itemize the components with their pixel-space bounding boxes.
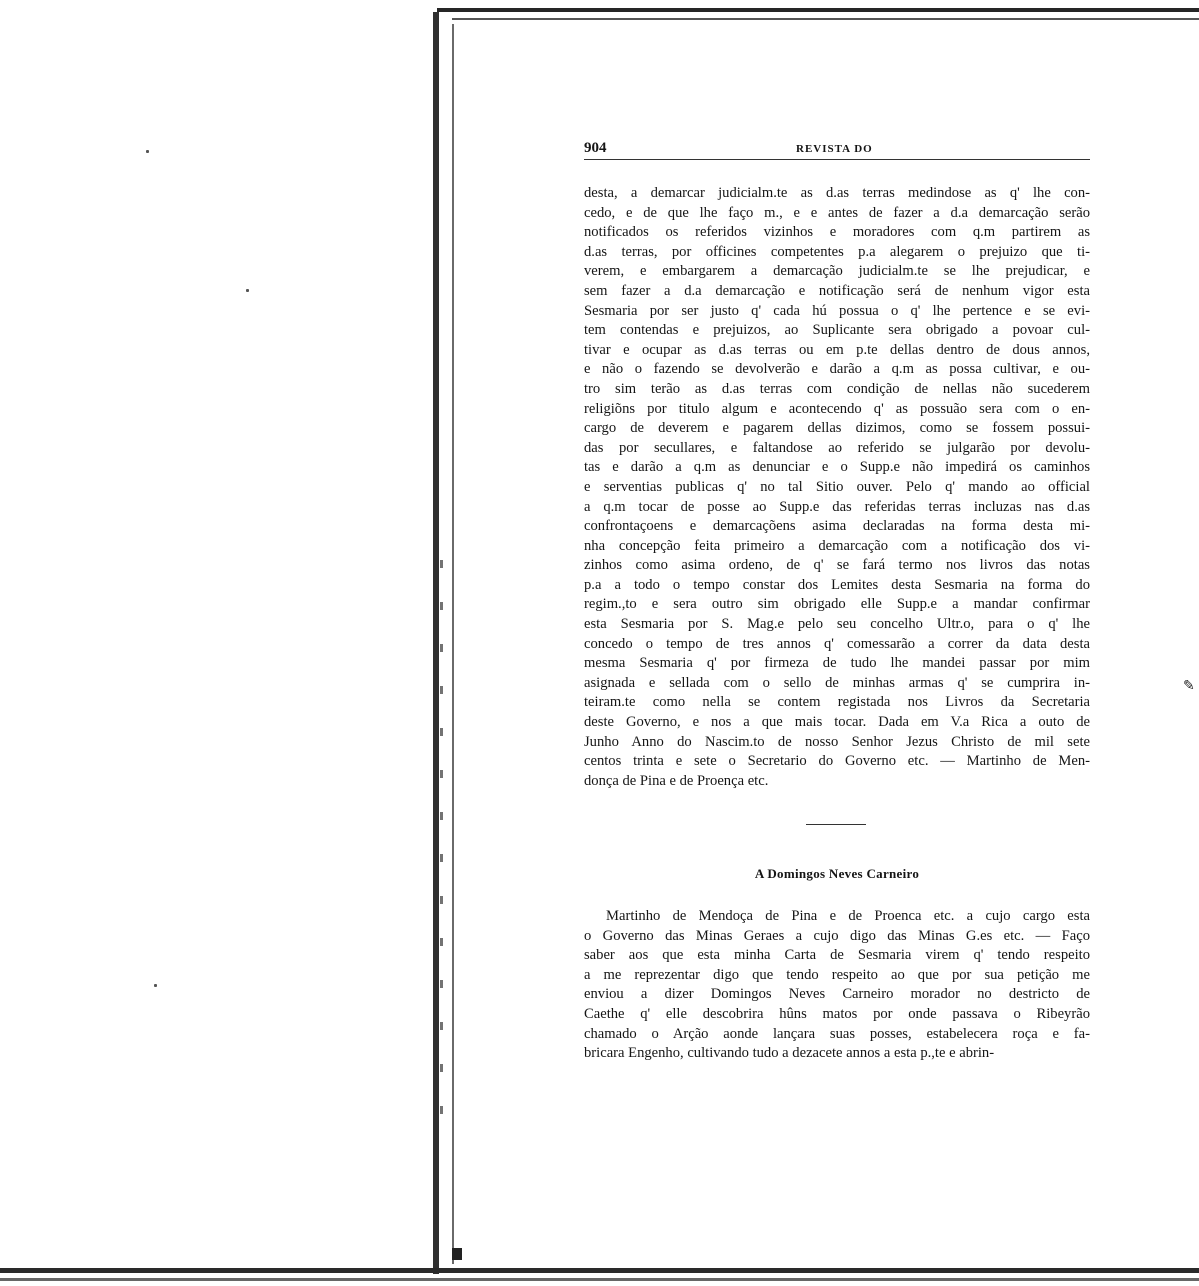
text-line: desta, a demarcar judicialm.te as d.as terras medindose as q' lhe con- xyxy=(584,185,1090,201)
scan-speck xyxy=(154,984,157,987)
book-gutter-edge xyxy=(433,12,439,1274)
text-line: Caethe q' elle descobrira hûns matos por onde passava o Ribeyrão xyxy=(584,1005,1090,1022)
text-line: a q.m tocar de posse ao Supp.e das referidas terras incluzas nas d.as xyxy=(584,498,1090,515)
text-line: centos trinta e sete o Secretario do Governo etc. — Martinho de Men- xyxy=(584,753,1090,770)
page-edge-bottom xyxy=(0,1268,1199,1273)
gutter-marks xyxy=(440,560,443,1120)
text-line: e não o fazendo se devolverão e darão a q.m as possa cultivar, e ou- xyxy=(584,361,1090,378)
text-line: tro sim terão as d.as terras com condição de nellas não sucederem xyxy=(584,380,1090,397)
text-line: bricara Engenho, cultivando tudo a dezacete annos a esta p.,te e abrin- xyxy=(584,1045,995,1062)
text-line: cargo de deverem e pagarem dellas dizimos, como se fossem possui- xyxy=(584,420,1090,437)
text-line: Martinho de Mendoça de Pina e de Proenca etc. a cujo cargo esta xyxy=(606,908,1090,924)
sesmaria-domingos-text xyxy=(584,907,1090,1064)
running-head: REVISTA DO xyxy=(796,143,873,155)
text-line: cedo, e de que lhe faço m., e e antes de fazer a d.a demarcação serão xyxy=(584,204,1090,221)
page-number: 904 xyxy=(584,140,607,156)
text-line: a me reprezentar digo que tendo respeito ao que por sua petição me xyxy=(584,966,1090,983)
gutter-blot xyxy=(452,1248,462,1260)
text-line: Junho Anno do Nascim.to de nosso Senhor Jezus Christo de mil sete xyxy=(584,733,1090,750)
text-line: concedo o tempo de tres annos q' comessarão a correr da data desta xyxy=(584,635,1090,652)
text-line: nha concepção feita primeiro a demarcação com a notificação dos vi- xyxy=(584,537,1090,554)
page-edge-bottom-inner xyxy=(0,1278,1199,1281)
header-rule xyxy=(584,159,1090,160)
text-line: das por secullares, e faltandose ao referido se julgarão por devolu- xyxy=(584,439,1090,456)
text-line: sem fazer a d.a demarcação e notificação será de nenhum vigor esta xyxy=(584,282,1090,299)
text-line: tivar e ocupar as d.as terras ou em p.te dellas dentro de dous annos, xyxy=(584,341,1090,358)
text-line: notificados os referidos vizinhos e moradores com q.m partirem as xyxy=(584,224,1090,241)
book-gutter-inner xyxy=(452,24,454,1264)
text-line: religiõns por titulo algum e acontecendo q' as possuão sera com o en- xyxy=(584,400,1090,417)
text-line: p.a a todo o tempo constar dos Lemites desta Sesmaria na forma do xyxy=(584,576,1090,593)
text-line: e serventias publicas q' no tal Sitio ouver. Pelo q' mando ao official xyxy=(584,478,1090,495)
text-line: tem contendas e prejuizos, ao Suplicante sera obrigado a povoar cul- xyxy=(584,322,1090,339)
blank-left-page xyxy=(0,0,428,1286)
text-line: deste Governo, e nos a que mais tocar. Dada em V.a Rica a outo de xyxy=(584,714,1090,731)
text-line: enviou a dizer Domingos Neves Carneiro morador no destricto de xyxy=(584,986,1090,1003)
page-edge-top-inner xyxy=(452,18,1199,20)
page-edge-top xyxy=(437,8,1199,12)
text-line: teiram.te como nella se contem registada nos Livros da Secretaria xyxy=(584,694,1090,711)
section-title: A Domingos Neves Carneiro xyxy=(754,866,920,881)
text-line: tas e darão a q.m as denunciar e o Supp.e não impedirá os caminhos xyxy=(584,459,1090,476)
scan-speck xyxy=(146,150,149,153)
margin-mark-icon: ✎ xyxy=(1183,678,1195,694)
text-line: saber aos que esta minha Carta de Sesmaria virem q' tendo respeito xyxy=(584,947,1090,964)
text-line: verem, e embargarem a demarcação judicialm.te se lhe prejudicar, e xyxy=(584,263,1090,280)
text-line: Sesmaria por ser justo q' cada hú possua o q' lhe pertence e se evi- xyxy=(584,302,1090,319)
text-line: confrontaçoens e demarcaçõens asima declaradas na forma desta mi- xyxy=(584,518,1090,535)
page-header xyxy=(584,140,1090,164)
text-line: d.as terras, por officines competentes p.a alegarem o prejuizo que ti- xyxy=(584,243,1090,260)
text-line: zinhos como asima ordeno, de q' se fará termo nos livros das notas xyxy=(584,557,1090,574)
text-line: chamado o Arção aonde lançara suas posses, estabelecera roça e fa- xyxy=(584,1025,1090,1042)
printed-page xyxy=(584,140,1090,1062)
text-line: regim.,to e sera outro sim obrigado elle Supp.e a mandar confirmar xyxy=(584,596,1090,613)
section-separator xyxy=(806,824,866,825)
text-line: asignada e sellada com o sello de minhas armas q' se cumprira in- xyxy=(584,674,1090,691)
text-line: esta Sesmaria por S. Mag.e pelo seu concelho Ultr.o, para o q' lhe xyxy=(584,616,1090,633)
scan-speck xyxy=(246,289,249,292)
sesmaria-text-continued xyxy=(584,184,1090,791)
text-line: donça de Pina e de Proença etc. xyxy=(584,772,769,789)
text-line: mesma Sesmaria q' por firmeza de tudo lhe mandei passar por mim xyxy=(584,655,1090,672)
text-line: o Governo das Minas Geraes a cujo digo das Minas G.es etc. — Faço xyxy=(584,927,1090,944)
